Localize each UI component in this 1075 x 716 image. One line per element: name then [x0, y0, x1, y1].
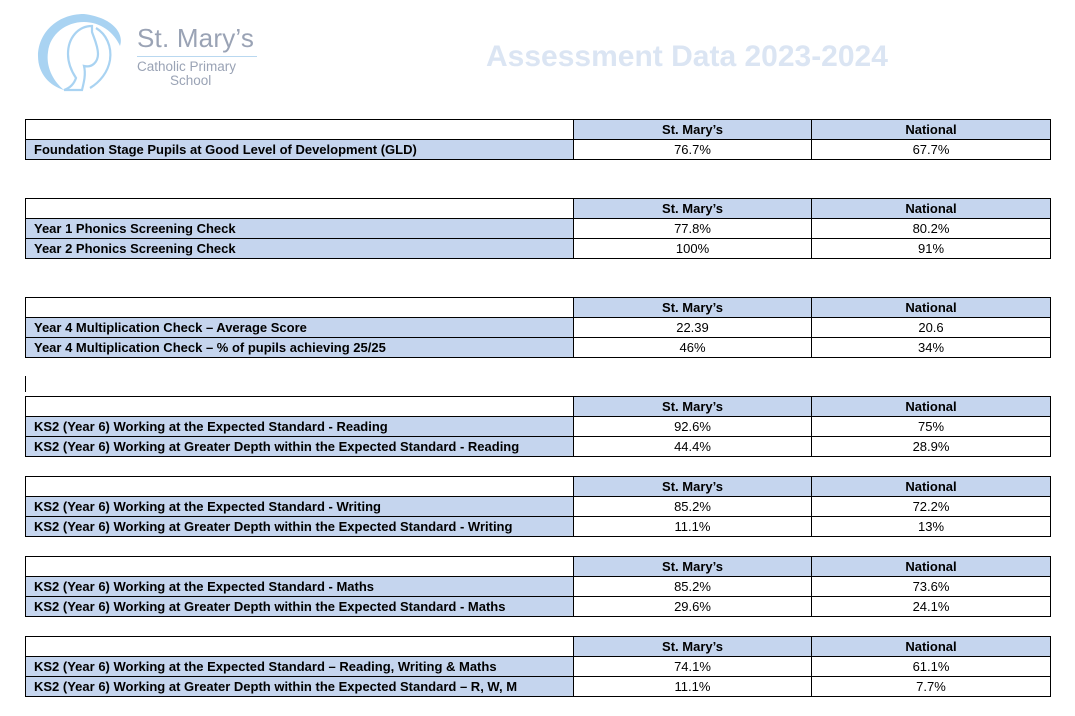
column-header-school: St. Mary’s [574, 477, 812, 497]
table-row [26, 239, 1051, 259]
column-header-national: National [812, 199, 1051, 219]
column-header-national: National [812, 397, 1051, 417]
table-row [26, 219, 1051, 239]
table-row [26, 497, 1051, 517]
school-logo [34, 8, 274, 92]
multiplication-table [25, 297, 1051, 358]
school-value: 22.39 [574, 318, 812, 338]
column-header-national: National [812, 298, 1051, 318]
column-header-school: St. Mary’s [574, 120, 812, 140]
row-label: KS2 (Year 6) Working at the Expected Standard - Maths [26, 577, 574, 597]
table-header-row [26, 477, 1051, 497]
national-value: 72.2% [812, 497, 1051, 517]
row-label: Year 4 Multiplication Check – Average Score [26, 318, 574, 338]
column-header-school: St. Mary’s [574, 397, 812, 417]
gld-table [25, 119, 1051, 160]
text-cursor [25, 376, 26, 392]
logo-subtitle-line1: Catholic Primary [137, 59, 237, 74]
school-value: 77.8% [574, 219, 812, 239]
national-value: 61.1% [812, 657, 1051, 677]
school-value: 46% [574, 338, 812, 358]
row-label: KS2 (Year 6) Working at Greater Depth within the Expected Standard - Reading [26, 437, 574, 457]
column-header-school: St. Mary’s [574, 637, 812, 657]
school-value: 44.4% [574, 437, 812, 457]
ks2-writing-table [25, 476, 1051, 537]
row-label: Year 1 Phonics Screening Check [26, 219, 574, 239]
logo-divider [137, 56, 257, 57]
row-label: KS2 (Year 6) Working at Greater Depth within the Expected Standard - Writing [26, 517, 574, 537]
school-value: 11.1% [574, 677, 812, 697]
national-value: 34% [812, 338, 1051, 358]
school-value: 29.6% [574, 597, 812, 617]
ks2-maths-table [25, 556, 1051, 617]
column-header-national: National [812, 477, 1051, 497]
table-row [26, 597, 1051, 617]
national-value: 20.6 [812, 318, 1051, 338]
national-value: 7.7% [812, 677, 1051, 697]
column-header-national: National [812, 557, 1051, 577]
table-row [26, 140, 1051, 160]
column-header-school: St. Mary’s [574, 199, 812, 219]
national-value: 28.9% [812, 437, 1051, 457]
table-row [26, 338, 1051, 358]
table-row [26, 657, 1051, 677]
table-row [26, 577, 1051, 597]
row-label: KS2 (Year 6) Working at the Expected Standard - Reading [26, 417, 574, 437]
logo-school-name: St. Mary’s [137, 23, 255, 53]
row-label: KS2 (Year 6) Working at Greater Depth within the Expected Standard – R, W, M [26, 677, 574, 697]
column-header-school: St. Mary’s [574, 298, 812, 318]
table-header-row [26, 397, 1051, 417]
row-label: Year 4 Multiplication Check – % of pupils achieving 25/25 [26, 338, 574, 358]
ks2-combined-table [25, 636, 1051, 697]
logo-subtitle-line2: School [170, 73, 212, 88]
national-value: 73.6% [812, 577, 1051, 597]
national-value: 80.2% [812, 219, 1051, 239]
table-header-row [26, 199, 1051, 219]
school-value: 74.1% [574, 657, 812, 677]
page-title: Assessment Data 2023-2024 [486, 40, 888, 73]
table-row [26, 677, 1051, 697]
row-label: KS2 (Year 6) Working at Greater Depth within the Expected Standard - Maths [26, 597, 574, 617]
ks2-reading-table [25, 396, 1051, 457]
table-header-row [26, 298, 1051, 318]
row-label: Year 2 Phonics Screening Check [26, 239, 574, 259]
national-value: 91% [812, 239, 1051, 259]
table-header-row [26, 637, 1051, 657]
school-value: 76.7% [574, 140, 812, 160]
row-label: Foundation Stage Pupils at Good Level of Development (GLD) [26, 140, 574, 160]
school-value: 92.6% [574, 417, 812, 437]
table-row [26, 517, 1051, 537]
phonics-table [25, 198, 1051, 259]
national-value: 67.7% [812, 140, 1051, 160]
school-value: 85.2% [574, 577, 812, 597]
row-label: KS2 (Year 6) Working at the Expected Standard – Reading, Writing & Maths [26, 657, 574, 677]
national-value: 24.1% [812, 597, 1051, 617]
table-header-row [26, 557, 1051, 577]
table-row [26, 318, 1051, 338]
national-value: 13% [812, 517, 1051, 537]
school-value: 85.2% [574, 497, 812, 517]
mary-silhouette-logo-icon [34, 8, 134, 92]
row-label: KS2 (Year 6) Working at the Expected Standard - Writing [26, 497, 574, 517]
table-row [26, 437, 1051, 457]
column-header-national: National [812, 120, 1051, 140]
school-value: 11.1% [574, 517, 812, 537]
table-header-row [26, 120, 1051, 140]
national-value: 75% [812, 417, 1051, 437]
table-row [26, 417, 1051, 437]
column-header-school: St. Mary’s [574, 557, 812, 577]
school-value: 100% [574, 239, 812, 259]
column-header-national: National [812, 637, 1051, 657]
